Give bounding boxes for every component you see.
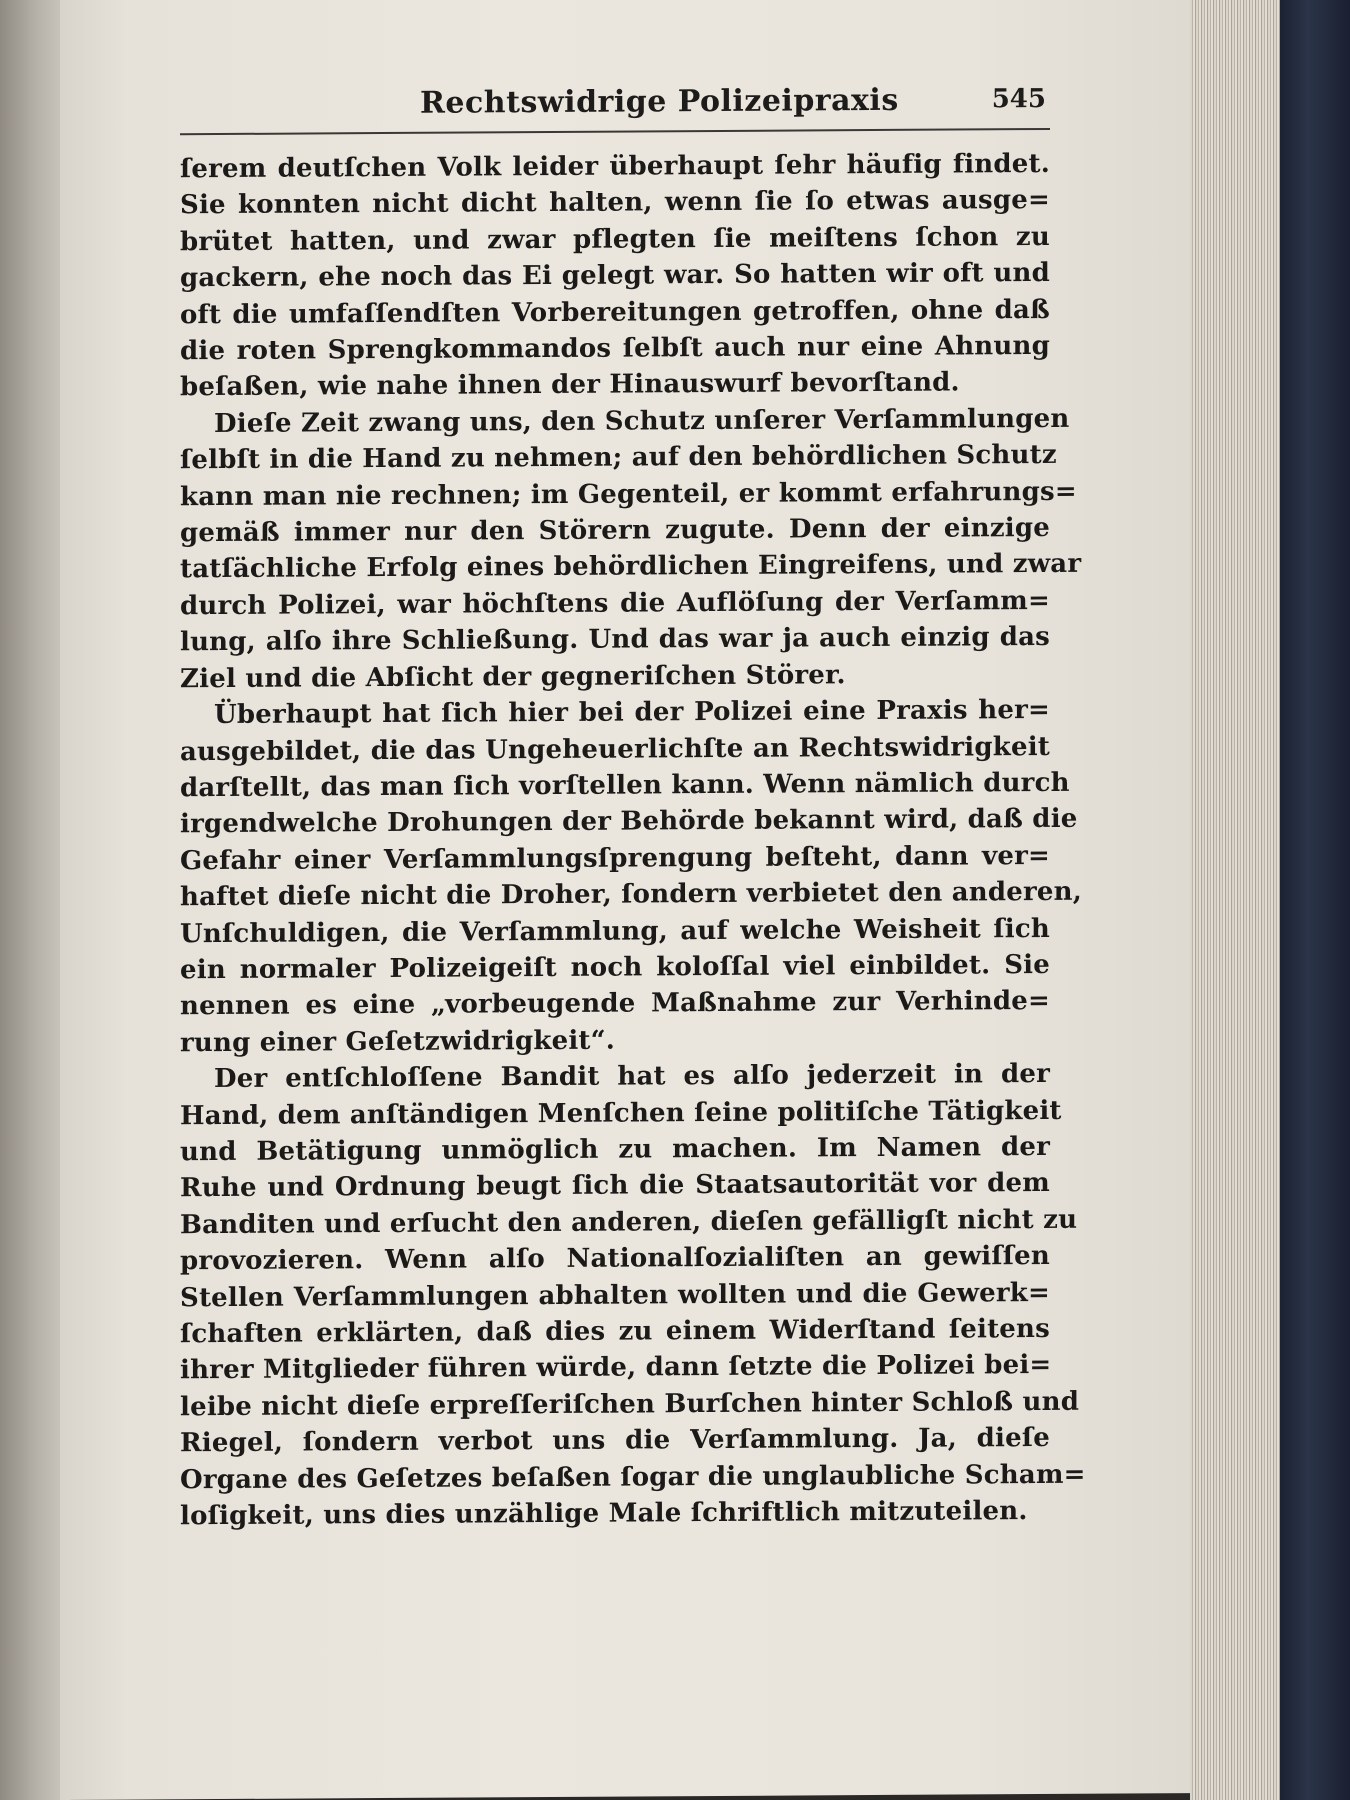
text-line: Gefahr einer Verſammlungsſprengung beſteht, dann ver= — [180, 840, 1050, 876]
text-line: tatſächliche Erfolg eines behördlichen Eingreifens, und zwar — [180, 549, 1082, 585]
page-number: 545 — [991, 83, 1046, 115]
text-line: durch Polizei, war höchſtens die Auflöſung der Verſamm= — [180, 585, 1050, 622]
text-line: darſtellt, das man ſich vorſtellen kann. Wenn nämlich durch — [180, 767, 1070, 804]
text-line: ſelbſt in die Hand zu nehmen; auf den behördlichen Schutz — [180, 440, 1057, 476]
text-line: beſaßen, wie nahe ihnen der Hinauswurf bevorſtand. — [180, 367, 960, 403]
text-line: ausgebildet, die das Ungeheuerlichſte an Rechtswidrigkeit — [180, 731, 1050, 767]
text-line: lung, alſo ihre Schließung. Und das war ja auch einzig das — [180, 622, 1050, 658]
text-line: die roten Sprengkommandos ſelbſt auch nur eine Ahnung — [180, 330, 1050, 367]
text-line: ſchaften erklärten, daß dies zu einem Widerſtand ſeitens — [180, 1313, 1050, 1350]
body-text — [180, 146, 1086, 1535]
text-line: Organe des Geſetzes beſaßen ſogar die unglaubliche Scham= — [180, 1459, 1086, 1495]
running-head: Rechtswidrige Polizeipraxis — [420, 82, 899, 121]
text-line: gemäß immer nur den Störern zugute. Denn der einzige — [180, 513, 1050, 549]
text-line: Banditen und erſucht den anderen, dieſen gefälligſt nicht zu — [180, 1204, 1078, 1241]
text-line: Hand, dem anſtändigen Menſchen ſeine politiſche Tätigkeit — [180, 1095, 1062, 1131]
text-line: brütet hatten, und zwar pflegten ſie meiſtens ſchon zu — [180, 221, 1050, 258]
text-line: Dieſe Zeit zwang uns, den Schutz unſerer Verſammlungen — [214, 403, 1070, 439]
text-line: kann man nie rechnen; im Gegenteil, er kommt erfahrungs= — [180, 476, 1077, 512]
text-line: leibe nicht dieſe erpreſſeriſchen Burſchen hinter Schloß und — [180, 1386, 1080, 1423]
stacked-page-edges — [1190, 0, 1280, 1800]
text-line: Der entſchloſſene Bandit hat es alſo jederzeit in der — [214, 1059, 1050, 1095]
text-line: Ruhe und Ordnung beugt ſich die Staatsautorität vor dem — [180, 1168, 1050, 1204]
text-line: irgendwelche Drohungen der Behörde bekannt wird, daß die — [180, 804, 1078, 840]
text-line: Ziel und die Abſicht der gegneriſchen Störer. — [180, 659, 846, 694]
text-line: und Betätigung unmöglich zu machen. Im Namen der — [180, 1131, 1050, 1168]
page-header — [180, 78, 1050, 135]
text-line: nennen es eine „vorbeugende Maßnahme zur Verhinde= — [180, 986, 1050, 1022]
text-line: Unſchuldigen, die Verſammlung, auf welche Weisheit ſich — [180, 913, 1050, 949]
text-line: Stellen Verſammlungen abhalten wollten und die Gewerk= — [180, 1277, 1050, 1313]
book-page — [60, 0, 1190, 1800]
text-line: Riegel, ſondern verbot uns die Verſammlung. Ja, dieſe — [180, 1423, 1050, 1459]
text-line: Sie konnten nicht dicht halten, wenn ſie ſo etwas ausge= — [180, 185, 1050, 221]
text-line: Überhaupt hat ſich hier bei der Polizei eine Praxis her= — [214, 695, 1050, 731]
book-binding — [1280, 0, 1350, 1800]
text-line: ein normaler Polizeigeiſt noch koloſſal viel einbildet. Sie — [180, 949, 1050, 986]
text-line: ſerem deutſchen Volk leider überhaupt ſehr häufig findet. — [180, 148, 1050, 185]
text-line: provozieren. Wenn alſo Nationalſozialiſten an gewiſſen — [180, 1241, 1050, 1277]
text-line: gackern, ehe noch das Ei gelegt war. So hatten wir oft und — [180, 258, 1050, 294]
text-line: haftet dieſe nicht die Droher, ſondern verbietet den anderen, — [180, 876, 1083, 913]
text-line: ihrer Mitglieder führen würde, dann ſetzte die Polizei bei= — [180, 1350, 1052, 1386]
text-line: loſigkeit, uns dies unzählige Male ſchriftlich mitzuteilen. — [180, 1496, 1028, 1532]
text-line: rung einer Geſetzwidrigkeit“. — [180, 1025, 616, 1059]
text-line: oft die umfaſſendſten Vorbereitungen getroffen, ohne daß — [180, 294, 1050, 330]
